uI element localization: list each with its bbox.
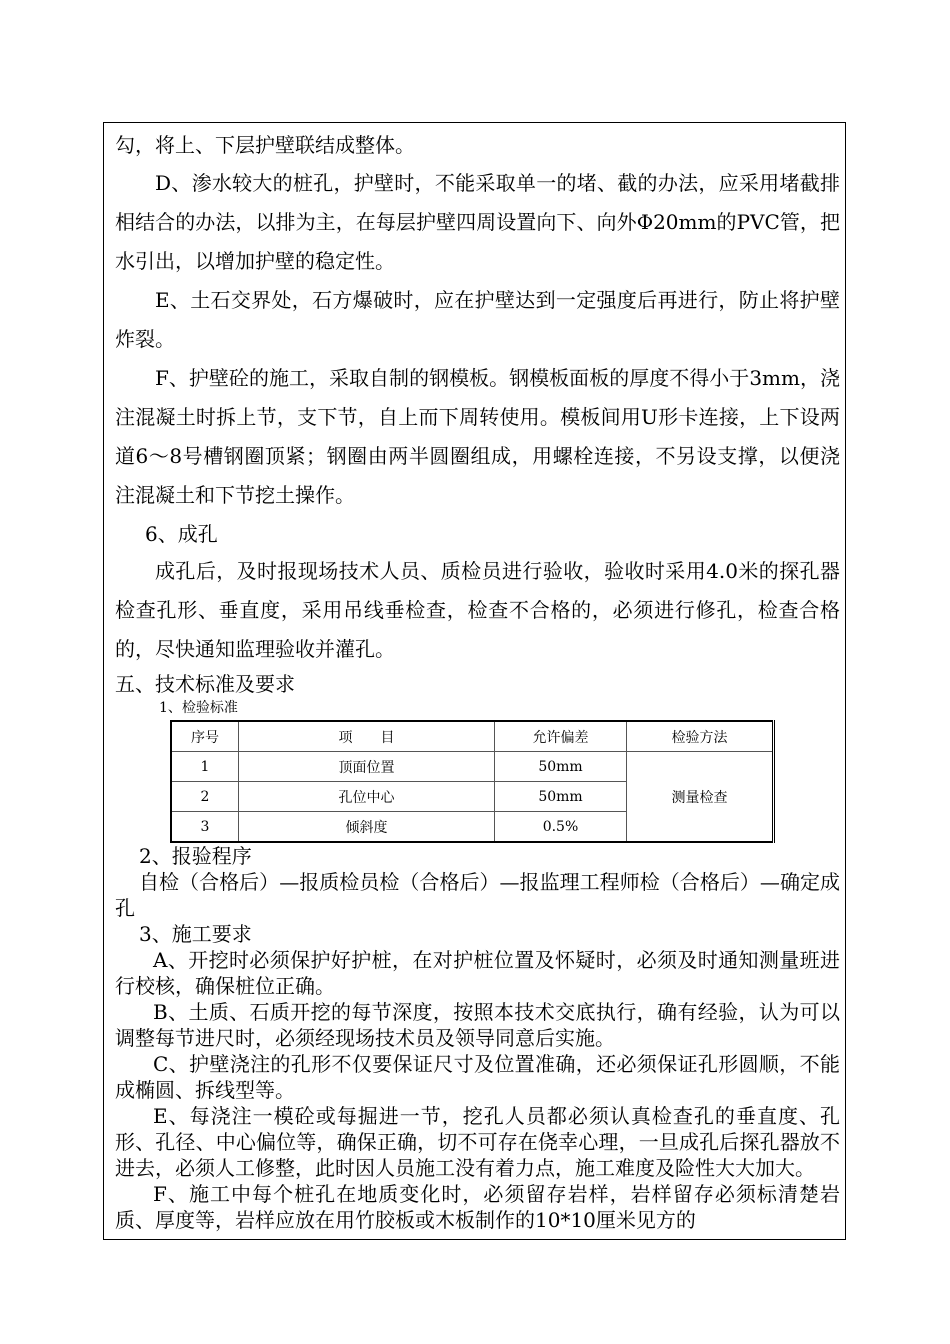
paragraph-d: D、渗水较大的桩孔，护壁时，不能采取单一的堵、截的办法，应采用堵截排相结合的办法，以排为主，在每层护壁四周设置向下、向外Φ20mm的PVC管，把水引出，以增加护壁的稳定性。 xyxy=(115,171,840,273)
paragraph-f: F、护壁砼的施工，采取自制的钢模板。钢模板面板的厚度不得小于3mm，浇注混凝土时拆上节，支下节，自上而下周转使用。模板间用U形卡连接，上下设两道6～8号槽钢圈顶紧；钢圈由两半圆圈组成，用螺栓连接，不另设支撑，以便浇注混凝土和下节挖土操作。 xyxy=(115,366,840,507)
requirement-e: E、每浇注一模砼或每掘进一节，挖孔人员都必须认真检查孔的垂直度、孔形、孔径、中心偏位等，确保正确，切不可存在侥幸心理，一旦成孔后探孔器放不进去，必须人工修整，此时因人员施工没有着力点，施工难度及险性大大加大。 xyxy=(115,1104,840,1180)
col-header-method: 检验方法 xyxy=(627,721,774,752)
requirement-a: A、开挖时必须保护好护桩，在对护桩位置及怀疑时，必须及时通知测量班进行校核，确保桩位正确。 xyxy=(115,948,840,998)
paragraph-e: E、土石交界处，石方爆破时，应在护壁达到一定强度后再进行，防止将护壁炸裂。 xyxy=(115,288,840,351)
cell-tolerance: 50mm xyxy=(495,782,627,812)
cell-item: 顶面位置 xyxy=(239,752,495,782)
table-header-row xyxy=(171,721,774,752)
sub3-title: 3、施工要求 xyxy=(139,922,252,946)
section-5-title: 五、技术标准及要求 xyxy=(115,672,295,696)
cell-no: 1 xyxy=(171,752,239,782)
cell-no: 3 xyxy=(171,812,239,843)
col-header-tolerance: 允许偏差 xyxy=(495,721,627,752)
sub2-text: 自检（合格后）—报质检员检（合格后）—报监理工程师检（合格后）—确定成孔 xyxy=(115,870,840,920)
requirement-b: B、土质、石质开挖的每节深度，按照本技术交底执行，确有经验，认为可以调整每节进尺时，必须经现场技术员及领导同意后实施。 xyxy=(115,1000,840,1050)
cell-item: 倾斜度 xyxy=(239,812,495,843)
col-header-no: 序号 xyxy=(171,721,239,752)
cell-tolerance: 50mm xyxy=(495,752,627,782)
table-row xyxy=(171,752,774,782)
requirement-f: F、施工中每个桩孔在地质变化时，必须留存岩样，岩样留存必须标清楚岩质、厚度等，岩样应放在用竹胶板或木板制作的10*10厘米见方的 xyxy=(115,1182,840,1232)
sub2-title: 2、报验程序 xyxy=(139,844,252,868)
inspection-table xyxy=(170,720,775,843)
col-header-item: 项 目 xyxy=(239,721,495,752)
cell-method: 测量检查 xyxy=(627,752,774,843)
document-body xyxy=(115,126,840,1233)
cell-no: 2 xyxy=(171,782,239,812)
heading-6: 6、成孔 xyxy=(145,522,218,546)
paragraph-chengkong: 成孔后，及时报现场技术人员、质检员进行验收，验收时采用4.0米的探孔器检查孔形、垂直度，采用吊线垂检查，检查不合格的，必须进行修孔，检查合格的，尽快通知监理验收并灌孔。 xyxy=(115,559,840,661)
cell-tolerance: 0.5% xyxy=(495,812,627,843)
sub1-title: 1、检验标准 xyxy=(159,700,238,716)
paragraph-continuation: 勾，将上、下层护壁联结成整体。 xyxy=(115,133,415,157)
cell-item: 孔位中心 xyxy=(239,782,495,812)
requirement-c: C、护壁浇注的孔形不仅要保证尺寸及位置准确，还必须保证孔形圆顺，不能成椭圆、拆线型等。 xyxy=(115,1052,840,1102)
